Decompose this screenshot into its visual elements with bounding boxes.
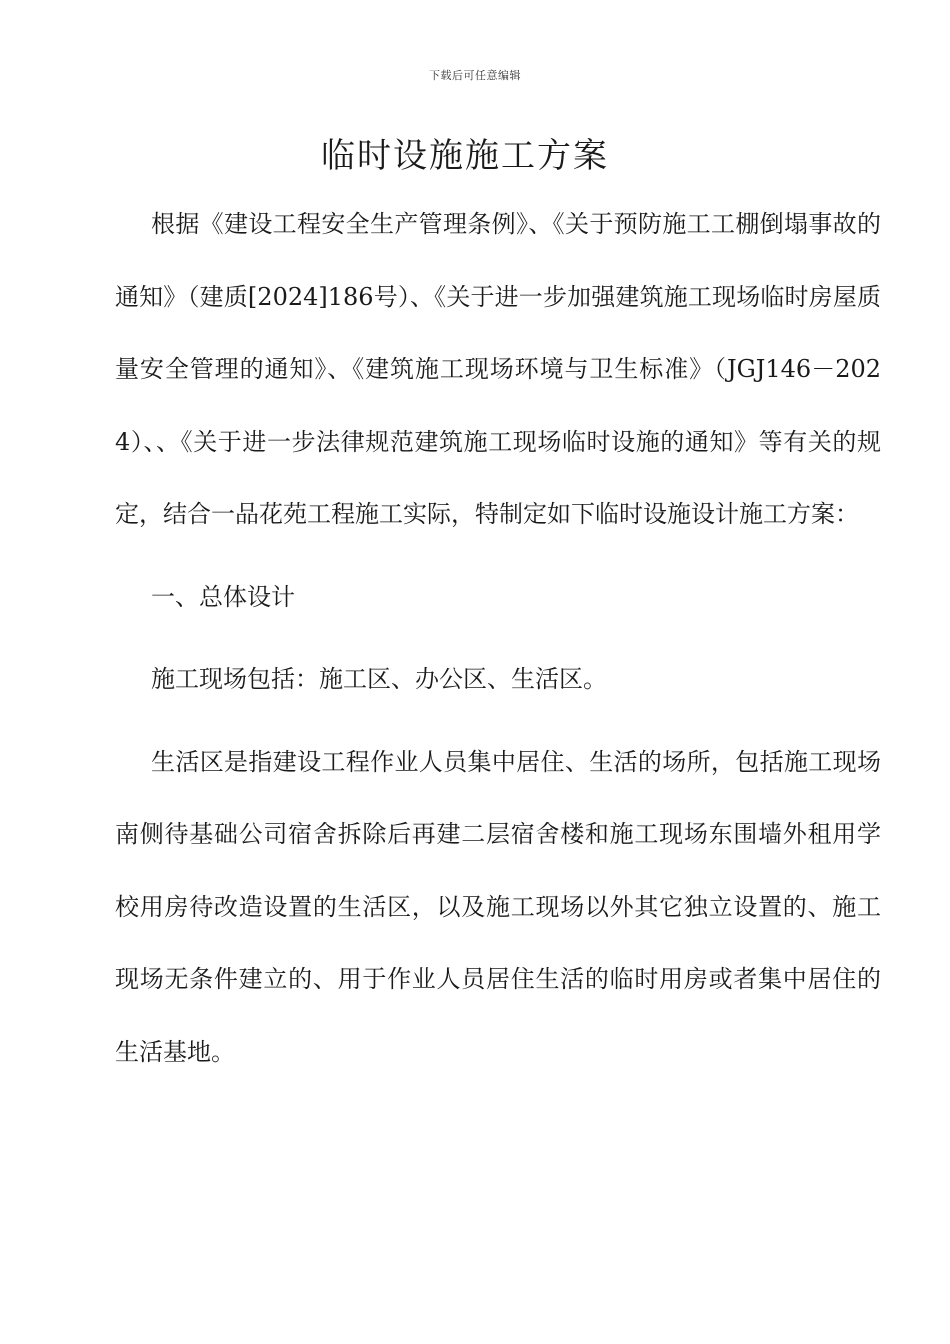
section-heading-overall-design: 一、总体设计 <box>151 582 295 611</box>
paragraph-intro: 根据《建设工程安全生产管理条例》、《关于预防施工工棚倒塌事故的通知》（建质[2024]186号）、《关于进一步加强建筑施工现场临时房屋质量安全管理的通知》、《建筑施工现场环境与卫生标准》（JGJ146－2024）、、《关于进一步法律规范建筑施工现场临时设施的通知》等有关的规定，结合一品花苑工程施工实际，特制定如下临时设施设计施工方案： <box>115 210 881 528</box>
document-body <box>115 188 881 1088</box>
header-note: 下载后可任意编辑 <box>429 69 521 82</box>
paragraph-living-area: 生活区是指建设工程作业人员集中居住、生活的场所，包括施工现场南侧待基础公司宿舍拆除后再建二层宿舍楼和施工现场东围墙外租用学校用房待改造设置的生活区，以及施工现场以外其它独立设置的、施工现场无条件建立的、用于作业人员居住生活的临时用房或者集中居住的生活基地。 <box>115 747 881 1066</box>
document-title: 临时设施施工方案 <box>321 136 609 176</box>
paragraph-site-areas: 施工现场包括：施工区、办公区、生活区。 <box>151 665 607 693</box>
